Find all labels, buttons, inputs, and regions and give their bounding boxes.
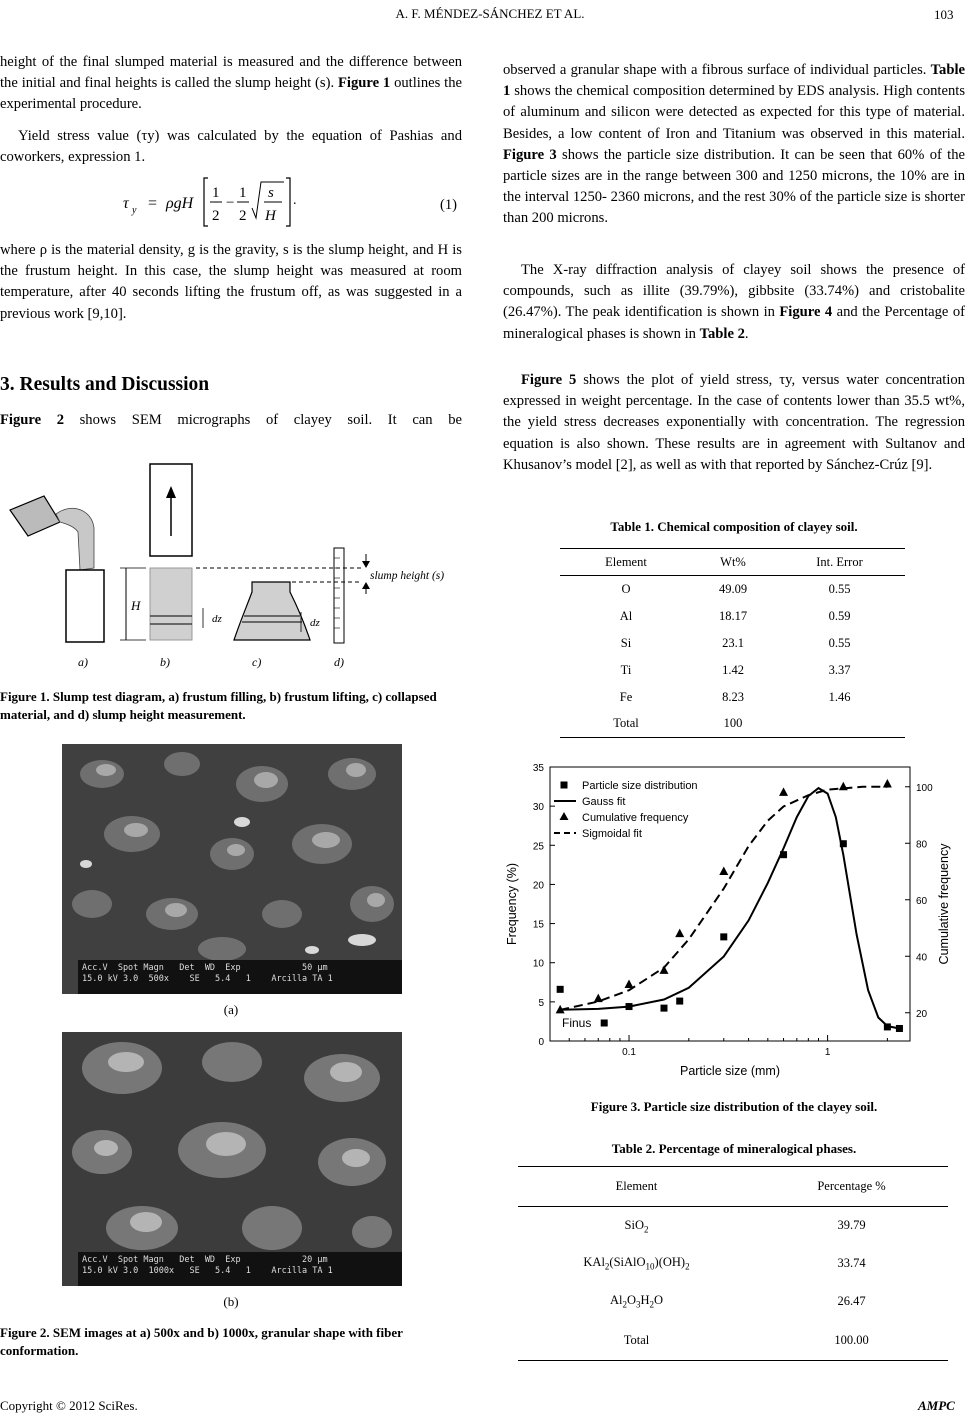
table-cell: $Al_2O_3H_2O$ <box>609 1293 664 1310</box>
left-paragraph-1 <box>0 52 462 116</box>
sem-a-databar: Acc.V Spot Magn Det WD Exp 50 µm 15.0 kV 3.0 500x SE 5.4 1 Arcilla TA 1 <box>78 960 402 994</box>
table-cell: Total <box>613 716 639 731</box>
table-row <box>518 1245 948 1283</box>
right-p3-figref: Figure 5 <box>521 372 577 388</box>
psd-point <box>601 1019 608 1026</box>
table-cell: Al <box>619 608 633 623</box>
legend-label: Gauss fit <box>582 796 626 808</box>
header-authors: A. F. MÉNDEZ-SÁNCHEZ ET AL. <box>395 6 585 21</box>
fig1-label-d: d) <box>334 655 344 669</box>
cumulative-point <box>719 867 728 876</box>
table-cell: Si <box>620 635 632 650</box>
right-paragraph-1 <box>503 60 965 230</box>
table-row <box>518 1321 948 1361</box>
cumulative-point <box>779 787 788 796</box>
svg-text:1: 1 <box>239 185 247 201</box>
svg-text:−: − <box>226 195 235 211</box>
left-paragraph-3: where ρ is the material density, g is the gravity, s is the slump height, and H is the frustum height. In this case, the slump height was measured at room temperature, after 40 seconds lifting the frustum off, as was suggested in a previous work [9,10]. <box>0 242 462 322</box>
table-2-header-element: Element <box>615 1179 658 1193</box>
table-cell: 1.46 <box>828 689 851 704</box>
table-cell: 0.55 <box>828 581 851 596</box>
fig1-slump-label: slump height (s) <box>370 570 445 582</box>
table-cell: O <box>621 581 631 596</box>
x-tick-label: 0.1 <box>622 1047 636 1058</box>
table-2 <box>518 1166 948 1361</box>
table-cell: 8.23 <box>722 689 744 704</box>
footer-copyright: Copyright © 2012 SciRes. <box>0 1398 138 1413</box>
table-cell: Ti <box>620 662 632 677</box>
right-paragraph-2: The X-ray diffraction analysis of clayey soil shows the presence of compounds, such as illite (39.79%), gibbsite (33.74%) and cristobalite (26.47%). The peak identification is shown in Figure 4 and the Percentage of mineralogical phases is shown in Table 2. <box>503 262 965 342</box>
fig1-label-a: a) <box>78 655 88 669</box>
slump-test-diagram <box>0 458 462 673</box>
psd-point <box>840 840 847 847</box>
table-cell: 49.09 <box>718 581 748 596</box>
table-2-header-percentage: Percentage % <box>817 1179 886 1193</box>
figure-1-diagram <box>0 458 462 673</box>
y-tick-label: 20 <box>532 880 544 892</box>
table-cell: 39.79 <box>837 1218 866 1233</box>
y-tick-label: 10 <box>532 958 544 970</box>
right-p3-text: shows the plot of yield stress, τy, versus water concentration expressed in weight percentage. In the case of contents lower than 35.5 wt%, the yield stress decreases exponentially with concentration. The regression equation is also shown. These results are in agreement with Sultanov and Khusanov’s model [2], as well as with that reported by Sánchez-Crúz [9]. <box>503 372 965 473</box>
table-cell <box>774 711 905 738</box>
y2-tick-label: 80 <box>916 839 928 851</box>
table-row <box>518 1283 948 1321</box>
cumulative-point <box>883 779 892 788</box>
legend-label: Cumulative frequency <box>582 812 689 824</box>
fig1-label-c: c) <box>252 655 262 669</box>
sem-b-databar: Acc.V Spot Magn Det WD Exp 20 µm 15.0 kV 3.0 1000x SE 5.4 1 Arcilla TA 1 <box>78 1252 402 1286</box>
right-p2-figref: Figure 4 <box>779 304 833 321</box>
table-row <box>560 576 905 603</box>
svg-text:1: 1 <box>212 185 220 201</box>
psd-point <box>720 933 727 940</box>
psd-point <box>896 1025 903 1032</box>
cumulative-point <box>675 929 684 938</box>
table-row <box>560 603 905 630</box>
sem-texture-b <box>62 1032 402 1286</box>
yield-stress-equation <box>120 174 330 232</box>
sem-image-500x <box>62 744 402 994</box>
table-1-header-row <box>560 549 905 576</box>
table-cell: Total <box>623 1332 650 1347</box>
equation-1 <box>120 174 330 232</box>
y2-tick-label: 40 <box>916 952 928 964</box>
table-row <box>560 684 905 711</box>
legend-triangle-marker <box>560 812 569 820</box>
y-tick-label: 25 <box>532 841 544 853</box>
fig1-label-b: b) <box>160 655 170 669</box>
figure-3-chart <box>500 755 968 1085</box>
table-cell: 100 <box>723 716 743 731</box>
y2-tick-label: 60 <box>916 895 928 907</box>
fig1-H-label: H <box>131 598 141 613</box>
table-row <box>560 711 905 738</box>
table-row <box>518 1207 948 1245</box>
gauss-fit-line <box>560 788 899 1028</box>
table-cell: 33.74 <box>837 1256 866 1270</box>
left-p1-text: height of the final slumped material is measured and the difference between the initial and final heights is called the slump height (s). <box>0 54 462 92</box>
table-cell: 3.37 <box>828 662 851 677</box>
table-row <box>560 657 905 684</box>
right-p1-mid: shows the chemical composition determined by EDS analysis. High contents of aluminum and silicon were detected as expected for this type of material. Besides, a low content of Iron and Titanium was observed in this material. <box>503 83 965 142</box>
right-p1-tableref: Table 1 <box>503 62 965 100</box>
y-tick-label: 30 <box>532 802 544 814</box>
table-cell: 18.17 <box>718 608 748 623</box>
fig1-dz-label-b: dz <box>212 613 222 625</box>
sem-a-label: (a) <box>223 1002 239 1017</box>
right-p1-tail: shows the particle size distribution. It can be seen that 60% of the particle sizes are in the range between 300 and 1250 microns, the 10% are in the interval 1250- 2360 microns, and the rest 30% of the particle size is shorter than 200 microns. <box>503 146 965 227</box>
figure-2-caption: Figure 2. SEM images at a) 500x and b) 1000x, granular shape with fiber conformation. <box>0 1325 403 1358</box>
left-p4-figref: Figure 2 <box>0 412 64 428</box>
figure-1-caption: Figure 1. Slump test diagram, a) frustum filling, b) frustum lifting, c) collapsed material, and d) slump height measurement. <box>0 689 437 722</box>
right-p1-text: observed a granular shape with a fibrous surface of individual particles. <box>503 62 927 78</box>
svg-text:2: 2 <box>239 208 247 224</box>
y-tick-label: 35 <box>532 763 544 774</box>
left-p1-figref: Figure 1 <box>337 75 391 92</box>
y-axis-label: Frequency (%) <box>505 863 519 945</box>
sem-b-label: (b) <box>223 1294 239 1309</box>
svg-text:s: s <box>268 185 274 201</box>
table-row <box>560 630 905 657</box>
footer-journal: AMPC <box>918 1398 955 1413</box>
table-cell: 23.1 <box>722 635 744 650</box>
svg-text:=: = <box>148 195 158 212</box>
page-number: 103 <box>934 7 954 22</box>
psd-point <box>557 986 564 993</box>
figure-3-caption: Figure 3. Particle size distribution of the clayey soil. <box>590 1099 878 1114</box>
left-paragraph-2: Yield stress value (τy) was calculated by the equation of Pashias and coworkers, expression 1. <box>0 128 462 166</box>
table-1-header-wt: Wt% <box>720 554 746 569</box>
sem-image-1000x <box>62 1032 402 1286</box>
table-2-caption: Table 2. Percentage of mineralogical phases. <box>611 1141 857 1156</box>
svg-text:y: y <box>132 205 137 216</box>
psd-point <box>780 851 787 858</box>
table-cell: $KAl_2(SiAlO_{10})(OH)_2$ <box>583 1255 690 1272</box>
table-cell: 26.47 <box>837 1294 866 1308</box>
cumulative-point <box>594 994 603 1003</box>
left-p1-tail: outlines the experimental procedure. <box>0 75 462 113</box>
psd-point <box>626 1003 633 1010</box>
legend-label: Particle size distribution <box>582 780 698 792</box>
finus-annotation: Finus <box>562 1016 592 1030</box>
right-p2-tableref: Table 2 <box>699 325 745 342</box>
legend-label: Sigmoidal fit <box>582 828 642 840</box>
svg-text:2: 2 <box>212 208 220 224</box>
table-cell: 0.55 <box>828 635 851 650</box>
section-heading: 3. Results and Discussion <box>0 374 210 395</box>
svg-text:.: . <box>293 193 297 208</box>
right-p2-mid: and the Percentage of mineralogical phases is shown in <box>503 304 965 342</box>
x-tick-label: 1 <box>824 1047 831 1058</box>
y2-axis-label: Cumulative frequency <box>937 843 951 965</box>
right-p2-text: The X-ray diffraction analysis of clayey soil shows the presence of compounds, such as illite (39.79%), gibbsite (33.74%) and cristobalite (26.47%). The peak identification is shown in <box>503 262 965 321</box>
table-cell: Fe <box>619 689 633 704</box>
svg-text:τ: τ <box>123 195 129 212</box>
table-1-header-element: Element <box>605 554 647 569</box>
y-tick-label: 5 <box>538 997 544 1009</box>
psd-point <box>884 1023 891 1030</box>
y2-tick-label: 20 <box>916 1008 928 1020</box>
left-paragraph-4 <box>0 410 462 431</box>
equation-number: (1) <box>440 197 458 213</box>
svg-text:ρgH: ρgH <box>166 195 194 212</box>
table-cell: SiO$_2$ <box>624 1217 649 1234</box>
table-1-caption: Table 1. Chemical composition of clayey soil. <box>610 519 858 534</box>
table-1 <box>560 548 905 738</box>
y2-tick-label: 100 <box>916 782 933 794</box>
cumulative-point <box>625 980 634 989</box>
svg-text:H: H <box>265 208 276 224</box>
table-cell: 100.00 <box>834 1332 869 1347</box>
particle-size-chart <box>500 755 968 1085</box>
x-axis-label: Particle size (mm) <box>679 1064 781 1078</box>
psd-point <box>660 1005 667 1012</box>
table-1-header-error: Int. Error <box>816 554 863 569</box>
table-cell: 0.59 <box>828 608 851 623</box>
cumulative-point <box>839 782 848 791</box>
left-p4-text: shows SEM micrographs of clayey soil. It can be <box>79 412 462 428</box>
sem-texture-a <box>62 744 402 994</box>
right-paragraph-3 <box>503 370 965 476</box>
right-p1-figref: Figure 3 <box>503 146 557 163</box>
y-tick-label: 0 <box>538 1037 544 1048</box>
legend-square-marker <box>561 782 568 789</box>
fig1-dz-label-c: dz <box>310 617 320 629</box>
table-2-header-row <box>518 1167 948 1207</box>
table-cell: 1.42 <box>722 662 744 677</box>
y-tick-label: 15 <box>532 919 544 931</box>
cumulative-point <box>659 965 668 974</box>
psd-point <box>676 998 683 1005</box>
